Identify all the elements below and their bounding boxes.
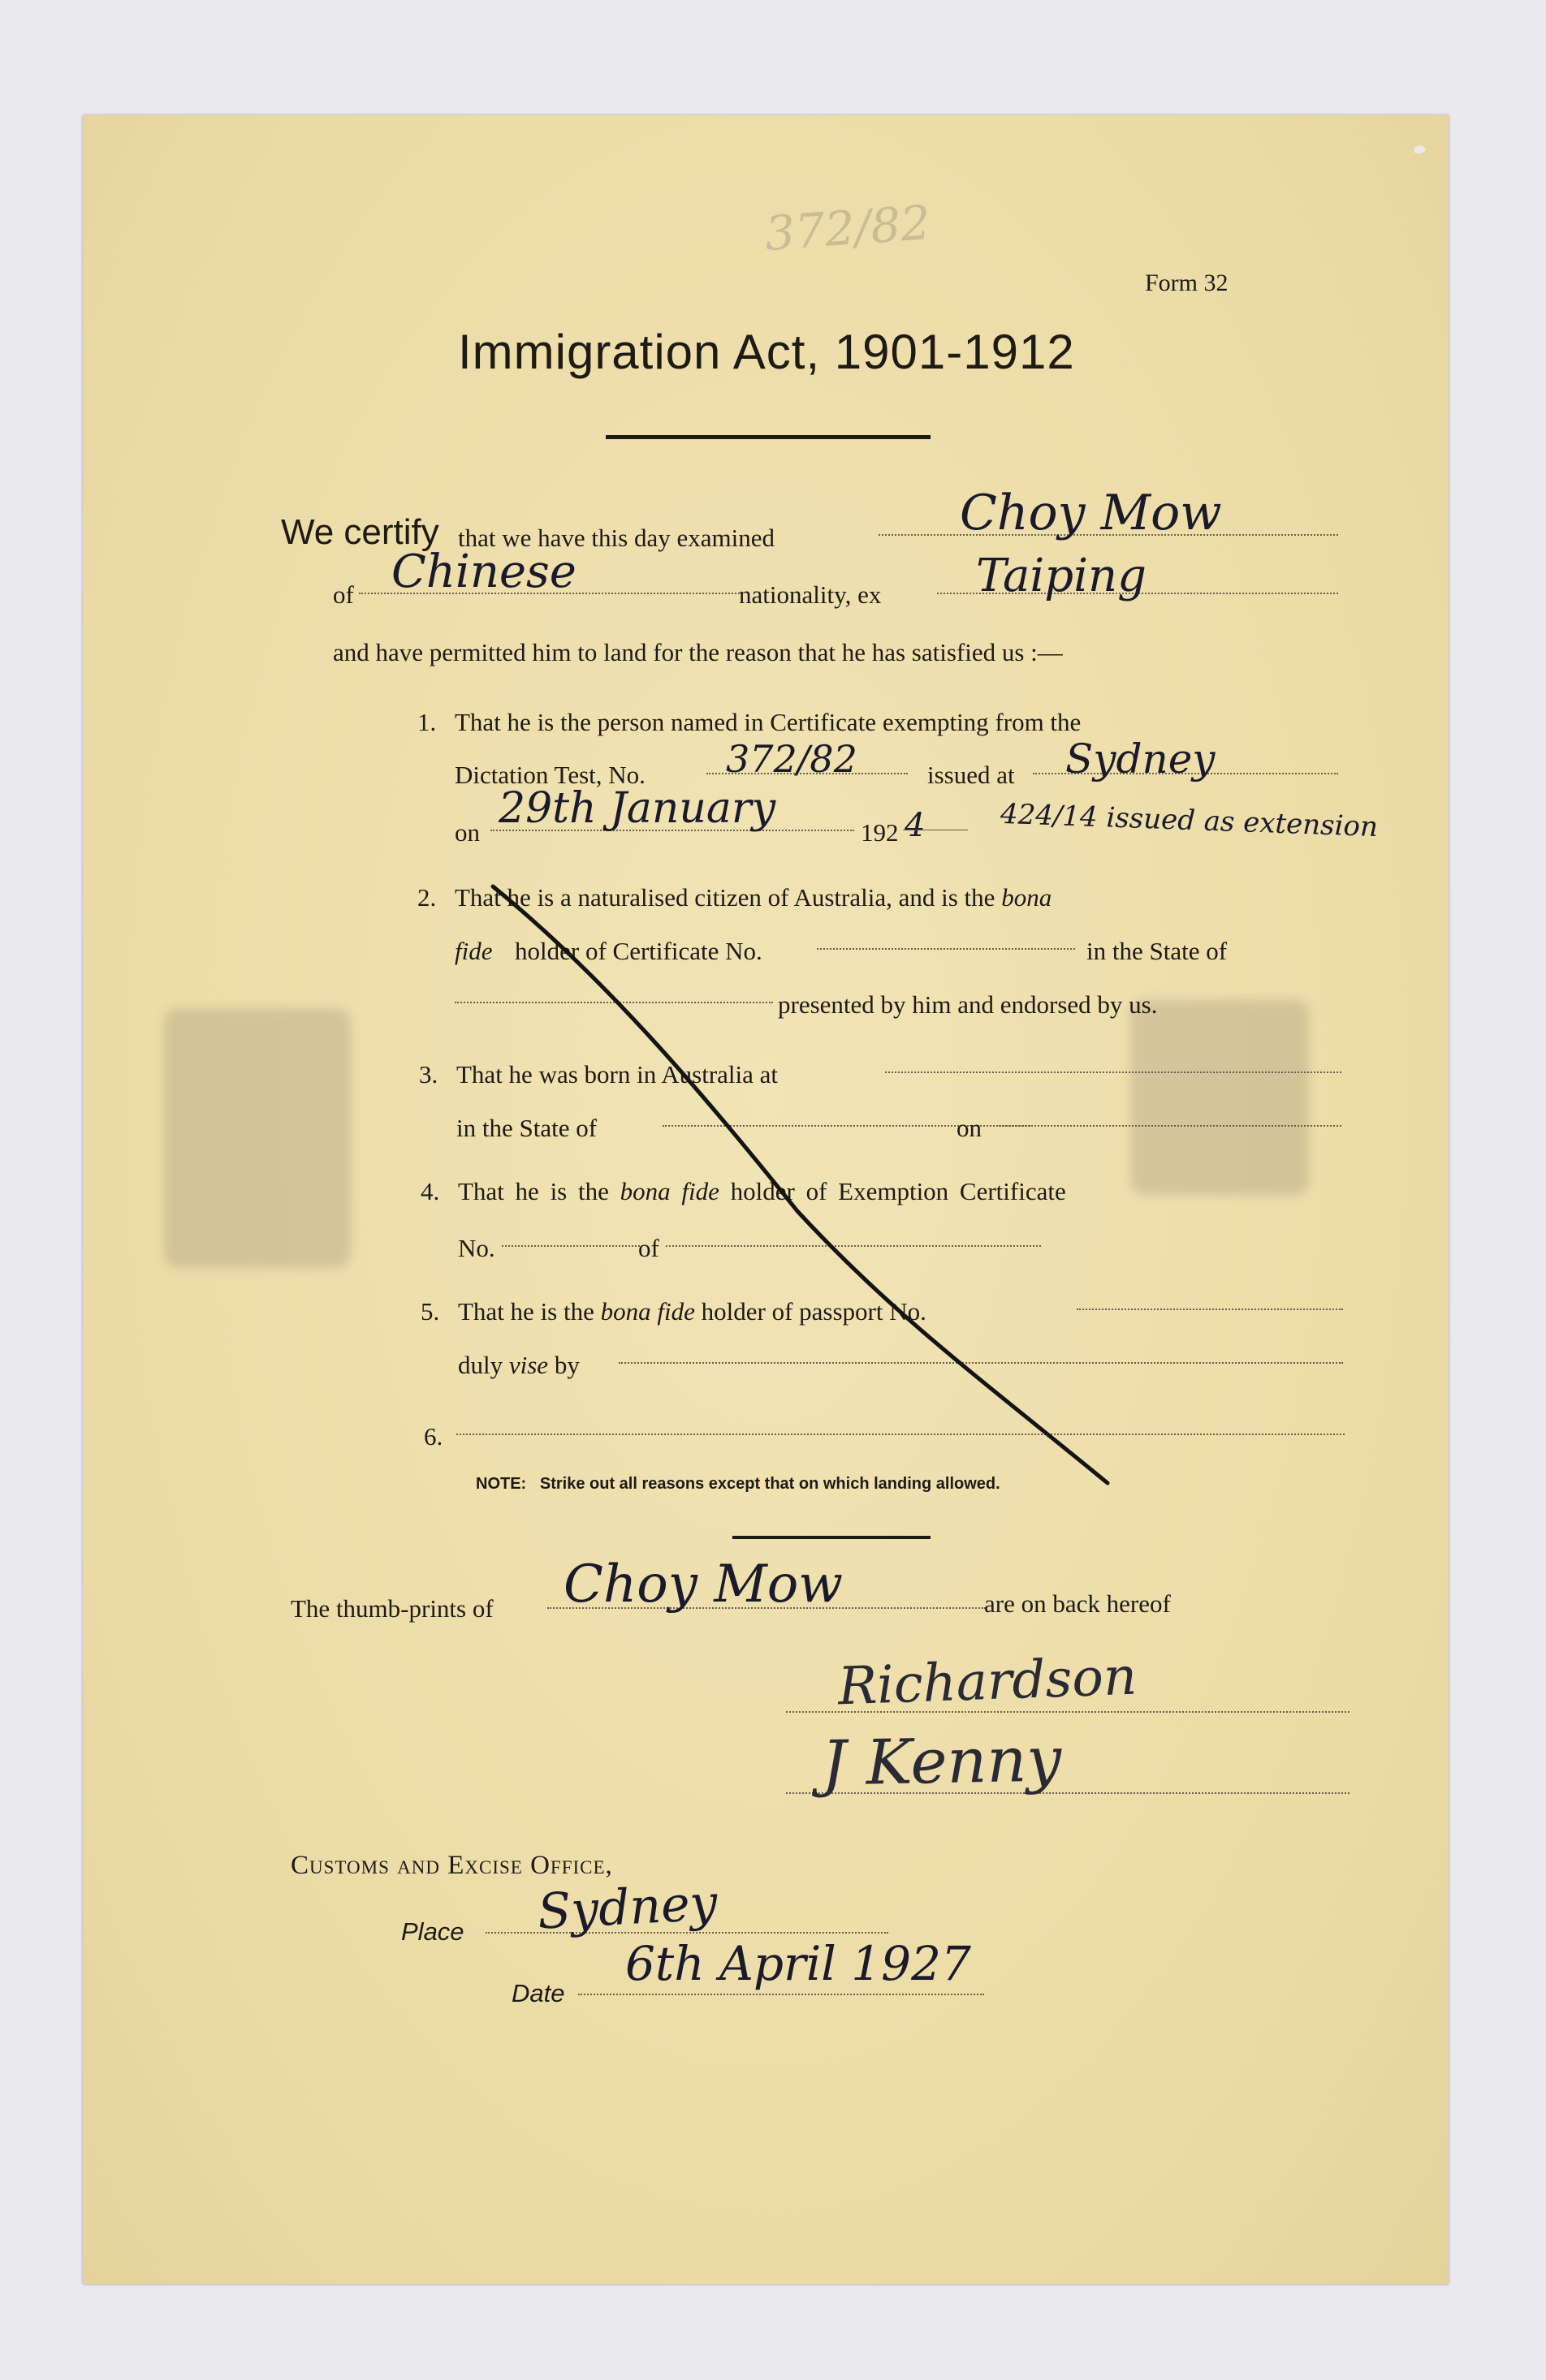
reason2-holder: holder of Certificate No. [515,937,762,965]
reason4-text-a: That he is the [458,1177,609,1205]
issued-at-label: issued at [927,761,1015,789]
reason2-state-label: in the State of [1086,937,1228,965]
year-digit: 4 [905,807,926,844]
pencil-reference: 372/82 [762,194,933,262]
corner-tear-mark [1414,145,1426,153]
note-text: Strike out all reasons except that on which landing allowed. [539,1475,1000,1493]
strike-through-line [493,886,1108,1483]
reason2-fide: fide [455,937,493,965]
office-heading: Customs and Excise Office, [291,1851,613,1880]
reason6-number: 6. [424,1422,443,1451]
dictation-cert-no: 372/82 [726,737,857,781]
signature1: Richardson [836,1646,1138,1718]
dictation-date: 29th January [499,784,776,833]
form-number: Form 32 [1145,269,1229,296]
reason3-state-label: in the State of [456,1114,598,1142]
year-printed: 192 [861,818,899,847]
of-label: of [333,580,354,609]
dictation-label: Dictation Test, No. [455,761,646,789]
reason2-number: 2. [417,883,437,912]
reason4-number: 4. [421,1177,440,1205]
on-label: on [455,818,480,847]
certify-text: that we have this day examined [458,524,775,552]
reason4-of-label: of [638,1234,659,1262]
reason3-on-label: on [957,1114,982,1142]
reason4-bona-fide: bona fide [620,1177,719,1205]
reason1-line1: That he is the person named in Certificate exempting from the [455,708,1082,736]
nationality-value: Chinese [391,545,577,598]
reason4-text-c: holder of Exemption Certificate [730,1177,1066,1205]
issued-at-value: Sydney [1065,735,1216,783]
signature2: J Kenny [821,1722,1062,1800]
place-value: Sydney [536,1874,719,1941]
reason3-line1: That he was born in Australia at [456,1060,779,1089]
note-label: NOTE: [476,1475,527,1493]
ink-overlay [83,115,1449,2284]
thumb-after-label: are on back hereof [984,1589,1171,1618]
nationality-label: nationality, ex [739,580,882,609]
reason5-duly: duly [458,1351,503,1379]
extension-annotation: 424/14 issued as extension [1000,797,1379,844]
reason5-vise: vise [508,1351,549,1379]
reason4-no-label: No. [458,1234,495,1262]
date-value: 6th April 1927 [625,1936,971,1991]
thumb-name: Choy Mow [564,1554,844,1615]
reason5-text-c: holder of passport No. [701,1297,926,1326]
reason-intro: and have permitted him to land for the reason that he has satisfied us :— [333,638,1063,666]
reason5-text-a: That he is the [458,1297,594,1326]
examined-name: Choy Mow [960,485,1222,541]
reason2-text-a: That he is a naturalised citizen of Australia, and is the [455,883,995,912]
date-label: Date [512,1979,565,2007]
reason5-by: by [554,1351,580,1379]
thumb-label: The thumb-prints of [291,1594,494,1623]
reason5-number: 5. [421,1297,440,1326]
reason3-number: 3. [419,1060,438,1089]
reason1-number: 1. [417,708,437,736]
form-title: Immigration Act, 1901-1912 [458,325,1075,379]
reason5-bona-fide: bona fide [600,1297,695,1326]
form-document [83,115,1449,2284]
ship-value: Taiping [976,550,1147,602]
reason2-line3: presented by him and endorsed by us. [778,990,1158,1019]
place-label: Place [401,1917,464,1946]
reason2-bona: bona [1001,883,1052,912]
certify-lead: We certify [281,512,439,552]
